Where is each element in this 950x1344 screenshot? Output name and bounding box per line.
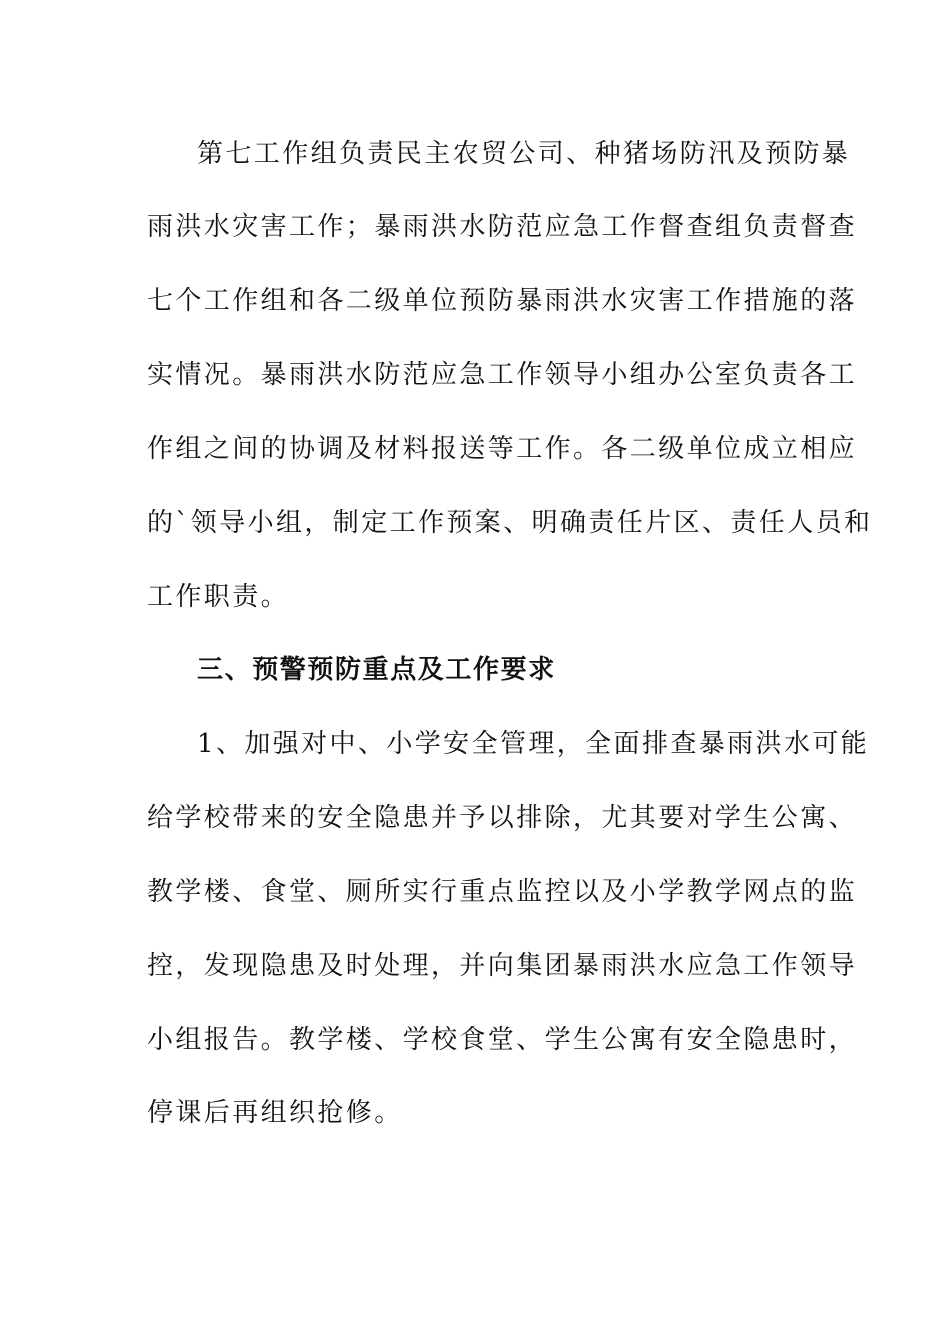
paragraph-line: 小组报告。教学楼、学校食堂、学生公寓有安全隐患时， (147, 1025, 858, 1055)
paragraph-line: 作组之间的协调及材料报送等工作。各二级单位成立相应 (147, 434, 858, 464)
paragraph-line: 停课后再组织抢修。 (147, 1098, 403, 1128)
paragraph-line: 控，发现隐患及时处理，并向集团暴雨洪水应急工作领导 (147, 951, 858, 981)
paragraph-line: 给学校带来的安全隐患并予以排除，尤其要对学生公寓、 (147, 803, 858, 833)
paragraph-line: 的`领导小组，制定工作预案、明确责任片区、责任人员和 (147, 508, 873, 538)
section-heading: 三、预警预防重点及工作要求 (197, 655, 556, 685)
paragraph-line: 第七工作组负责民主农贸公司、种猪场防汛及预防暴 (197, 139, 851, 169)
paragraph-line: 七个工作组和各二级单位预防暴雨洪水灾害工作措施的落 (147, 286, 858, 316)
paragraph-line: 教学楼、食堂、厕所实行重点监控以及小学教学网点的监 (147, 877, 858, 907)
paragraph-line: 1、加强对中、小学安全管理，全面排查暴雨洪水可能 (197, 729, 870, 759)
paragraph-line: 实情况。暴雨洪水防范应急工作领导小组办公室负责各工 (147, 360, 858, 390)
paragraph-line: 雨洪水灾害工作；暴雨洪水防范应急工作督查组负责督查 (147, 212, 858, 242)
paragraph-line: 工作职责。 (147, 582, 290, 612)
